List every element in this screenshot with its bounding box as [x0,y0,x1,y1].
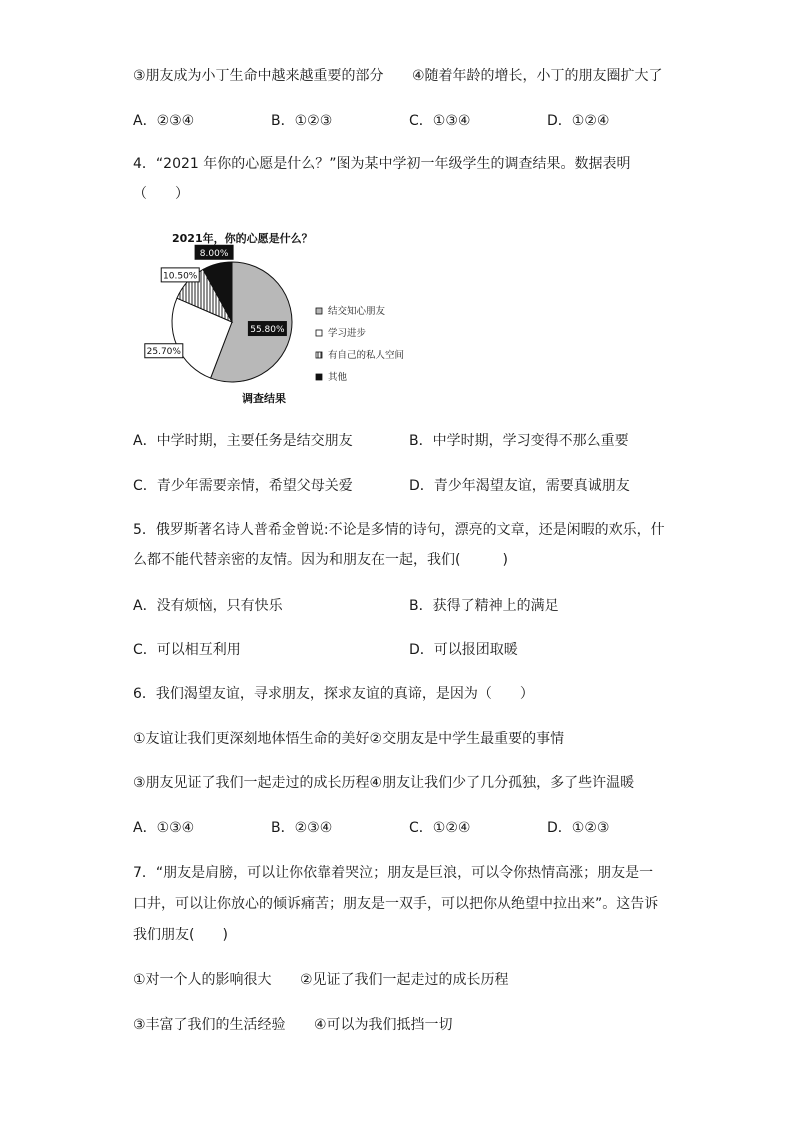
legend-label-1: 结交知心朋友 [328,306,386,317]
q7-stem-line2: 口井，可以让你放心的倾诉痛苦；朋友是一双手，可以把你从绝望中拉出来”。这告诉 [133,896,659,912]
q7-stem-line1: 7．“朋友是肩膀，可以让你依靠着哭泣；朋友是巨浪，可以令你热情高涨；朋友是一 [133,865,654,881]
q6-option-d[interactable]: D．①②③ [547,820,610,836]
q4-option-a[interactable]: A．中学时期，主要任务是结交朋友 [133,433,353,449]
pie-value-label-3 [161,268,199,282]
pie-value-label-1 [248,322,286,336]
legend-swatch-4 [316,374,322,380]
q5-stem-line2: 么都不能代替亲密的友情。因为和朋友在一起，我们( ) [133,552,508,568]
svg-text:10.50%: 10.50% [163,271,198,282]
q7-stem-line3: 我们朋友( ) [133,927,228,943]
legend-label-2: 学习进步 [328,328,367,339]
q5-option-a[interactable]: A．没有烦恼，只有快乐 [133,598,283,614]
q6-statement-line1: ①友谊让我们更深刻地体悟生命的美好②交朋友是中学生最重要的事情 [133,731,565,747]
q7-statement-1: ①对一个人的影响很大 [133,972,272,988]
svg-text:8.00%: 8.00% [199,248,229,259]
legend-label-4: 其他 [328,372,348,383]
q5-option-b[interactable]: B．获得了精神上的满足 [409,598,559,614]
q6-option-c[interactable]: C．①②④ [409,820,471,836]
q5-stem-line1: 5．俄罗斯著名诗人普希金曾说:不论是多情的诗句，漂亮的文章，还是闲暇的欢乐，什 [133,522,665,538]
q6-stem: 6．我们渴望友谊，寻求朋友，探求友谊的真谛，是因为（ ） [133,686,534,702]
chart-title: 2021年，你的心愿是什么？ [172,232,313,245]
q4-option-b[interactable]: B．中学时期，学习变得不那么重要 [409,433,629,449]
svg-text:55.80%: 55.80% [250,325,285,336]
q5-option-c[interactable]: C．可以相互利用 [133,642,241,658]
q7-statement-2: ②见证了我们一起走过的成长历程 [300,972,509,988]
q3-option-a[interactable]: A．②③④ [133,113,195,129]
q5-option-d[interactable]: D．可以报团取暖 [409,642,518,658]
q6-statement-line2: ③朋友见证了我们一起走过的成长历程④朋友让我们少了几分孤独，多了些许温暖 [133,775,635,791]
q6-option-b[interactable]: B．②③④ [271,820,333,836]
svg-text:25.70%: 25.70% [146,347,181,358]
chart-caption: 调查结果 [242,392,286,405]
legend-swatch-1 [316,308,322,314]
q7-statement-3: ③丰富了我们的生活经验 [133,1017,286,1033]
q6-option-a[interactable]: A．①③④ [133,820,195,836]
q3-option-d[interactable]: D．①②④ [547,113,610,129]
q4-stem-line2: （ ） [133,186,189,202]
pie-value-label-4 [195,245,233,259]
q7-statement-4: ④可以为我们抵挡一切 [314,1017,453,1033]
q3-statement-4: ④随着年龄的增长，小丁的朋友圈扩大了 [412,68,663,84]
q4-option-d[interactable]: D．青少年渴望友谊，需要真诚朋友 [409,478,630,494]
q3-option-c[interactable]: C．①③④ [409,113,471,129]
legend-swatch-2 [316,330,322,336]
survey-pie-chart [140,226,440,416]
pie-value-label-2 [145,344,183,358]
legend-label-3: 有自己的私人空间 [328,350,405,361]
q4-stem-line1: 4．“2021 年你的心愿是什么？”图为某中学初一年级学生的调查结果。数据表明 [133,156,631,172]
legend-swatch-3 [316,352,322,358]
q4-option-c[interactable]: C．青少年需要亲情，希望父母关爱 [133,478,353,494]
q3-statement-3: ③朋友成为小丁生命中越来越重要的部分 [133,68,384,84]
q3-option-b[interactable]: B．①②③ [271,113,333,129]
